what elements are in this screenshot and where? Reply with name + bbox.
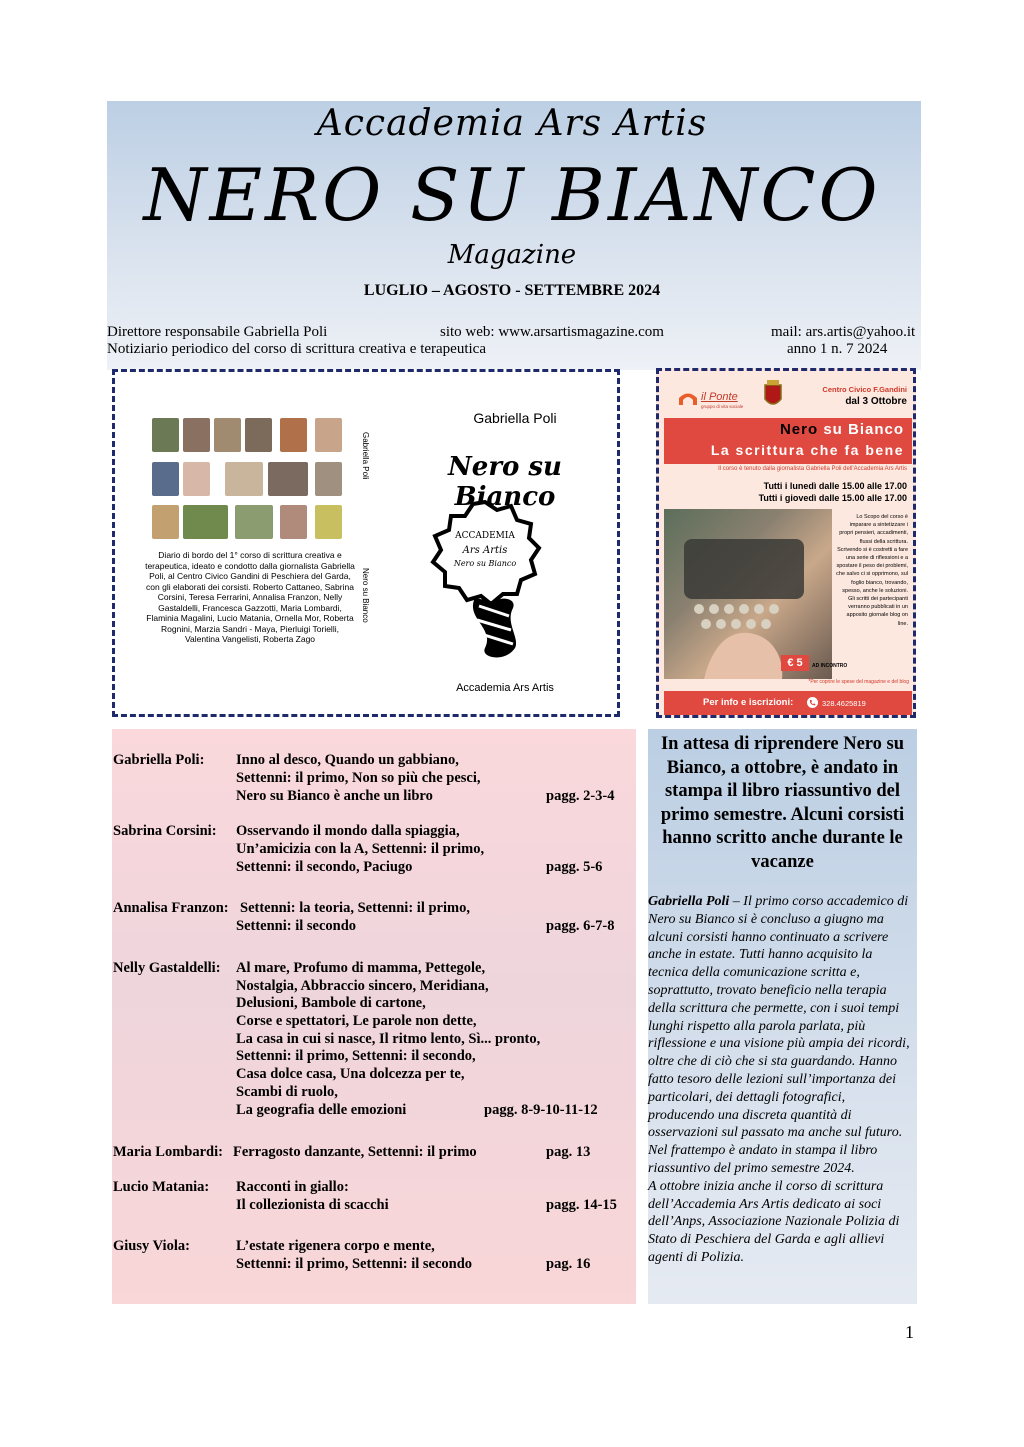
index-author: Nelly Gastaldelli: <box>113 960 221 976</box>
cover-publisher: Accademia Ars Artis <box>456 682 554 694</box>
poster-info-label: Per info e iscrizioni: <box>703 697 794 708</box>
director-line: Direttore responsabile Gabriella Poli <box>107 324 328 340</box>
page-number: 1 <box>905 1322 914 1342</box>
cover-title: Nero su Bianco <box>448 452 562 512</box>
poster-tutor: Il corso è tenuto dalla giornalista Gabriella Poli dell'Accademia Ars Artis <box>718 466 907 472</box>
index-author: Lucio Matania: <box>113 1179 210 1195</box>
index-title-line: Scambi di ruolo, <box>236 1084 338 1100</box>
poster-org: il Ponte <box>701 391 738 403</box>
academy-name: Accademia Ars Artis <box>316 103 708 144</box>
cover-description: Diario di bordo del 1° corso di scrittura creativa e terapeutica, ideato e condotto dalla giornalista Gabriella Poli, al Centro Civico Gandini di Peschiera del Garda, con gli elaborati dei corsisti. Roberto Cattaneo, Sabrina Corsini, Teresa Ferrarini, Annalisa Franzon, Nelly Gastaldelli, Francesca Gazzotti, Maria Lombardi, Flaminia Magalini, Lucio Matania, Ornella Mor, Roberta Rognini, Marzia Sandri - Maya, Pierluigi Torielli, Valentina Vangelisti, Roberta Zago <box>145 550 355 644</box>
typewriter-photo <box>664 509 832 679</box>
poster-price: € 5 <box>781 655 809 671</box>
website-line: sito web: www.arsartismagazine.com <box>440 324 664 340</box>
poster-date: dal 3 Ottobre <box>845 396 907 407</box>
index-pages: pagg. 5-6 <box>546 859 603 875</box>
poster-phone: 328.4625819 <box>822 699 866 708</box>
index-title-line: Settenni: il secondo, Paciugo <box>236 859 413 875</box>
index-pages: pag. 13 <box>546 1144 591 1160</box>
index-title-line: Delusioni, Bambole di cartone, <box>236 995 426 1011</box>
spine-title: Nero su Bianco <box>361 568 370 623</box>
poster-venue: Centro Civico F.Gandini <box>822 385 907 394</box>
index-title-line: Nostalgia, Abbraccio sincero, Meridiana, <box>236 978 489 994</box>
index-pages: pag. 16 <box>546 1256 591 1272</box>
seal-line3: Nero su Bianco <box>453 559 517 568</box>
index-title-line: Ferragosto danzante, Settenni: il primo <box>233 1144 477 1160</box>
poster-title-b: su Bianco <box>823 421 904 438</box>
index-pages: pagg. 2-3-4 <box>546 788 615 804</box>
index-author: Maria Lombardi: <box>113 1144 223 1160</box>
index-title-line: Casa dolce casa, Una dolcezza per te, <box>236 1066 465 1082</box>
index-title-line: Corse e spettatori, Le parole non dette, <box>236 1013 477 1029</box>
index-title-line: Nero su Bianco è anche un libro <box>236 788 433 804</box>
article-paragraph: Nel frattempo è andato in stampa il libro riassuntivo del primo semestre 2024. <box>648 1143 878 1176</box>
book-cover-image <box>112 369 620 717</box>
email-line: mail: ars.artis@yahoo.it <box>771 324 916 340</box>
index-pages: pagg. 8-9-10-11-12 <box>484 1102 598 1118</box>
article-paragraph: A ottobre inizia anche il corso di scrittura dell’Accademia Ars Artis dedicato ai soci dell’Anps, Associazione Nazionale Polizia di Stato di Peschiera del Garda e agli allievi agenti di Polizia. <box>648 1178 900 1265</box>
index-pages: pagg. 6-7-8 <box>546 918 615 934</box>
index-title-line: Settenni: la teoria, Settenni: il primo, <box>240 900 470 916</box>
phone-icon <box>807 697 818 708</box>
seal-line1: ACCADEMIA <box>455 531 515 541</box>
cover-author: Gabriella Poli <box>473 410 557 426</box>
poster-schedule-2: Tutti i giovedì dalle 15.00 alle 17.00 <box>758 493 907 503</box>
index-title-line: Al mare, Profumo di mamma, Pettegole, <box>236 960 486 976</box>
index-title-line: Racconti in giallo: <box>236 1179 349 1195</box>
magazine-subtitle: Magazine <box>447 240 577 270</box>
index-title-line: Osservando il mondo dalla spiaggia, <box>236 823 460 839</box>
newsletter-description: Notiziario periodico del corso di scrittura creativa e terapeutica <box>107 341 486 357</box>
index-pages: pagg. 14-15 <box>546 1197 617 1213</box>
poster-schedule-1: Tutti i lunedì dalle 15.00 alle 17.00 <box>763 481 907 491</box>
poster-price-unit: AD INCONTRO <box>812 663 848 669</box>
municipal-coat-of-arms-icon <box>761 379 785 411</box>
poster-price-note: *Per coprire le spese del magazine e del blog <box>808 679 909 685</box>
side-article-headline: In attesa di riprendere Nero su Bianco, a ottobre, è andato in stampa il libro riassuntivo del primo semestre. Alcuni corsisti hanno scritto anche durante le vacanze <box>660 734 905 872</box>
course-poster <box>656 368 916 718</box>
index-title-line: Inno al desco, Quando un gabbiano, <box>236 752 459 768</box>
poster-tagline: La scrittura che fa bene <box>710 442 904 458</box>
index-author: Sabrina Corsini: <box>113 823 217 839</box>
side-article-body <box>648 893 914 1267</box>
poster-title-a: Nero <box>779 421 819 438</box>
index-author: Giusy Viola: <box>113 1238 190 1254</box>
index-title-line: La casa in cui si nasce, Il ritmo lento, Sì... pronto, <box>236 1031 541 1047</box>
index-title-line: Un’amicizia con la A, Settenni: il primo, <box>236 841 485 857</box>
bridge-logo-icon <box>677 389 699 407</box>
poster-org-sub: gruppo di vita sociale <box>701 404 744 409</box>
index-title-line: La geografia delle emozioni <box>236 1102 407 1118</box>
article-paragraph: – Il primo corso accademico di Nero su Bianco si è concluso a giugno ma alcuni corsisti hanno continuato a scrivere anche in estate. Tutti hanno acquisito la tecnica della comunicazione scritta e, soprattutto, trovato beneficio nella terapia della scrittura che permette, con i suoi tempi lunghi rispetto alla parola parlata, più riflessione e una visione più ampia dei ricordi, oltre che di ciò che si sta guardando. Hanno fatto tesoro delle lezioni sull’importanza dei particolari, dei dettagli fotografici, producendo una discreta quantità di osservazioni sul passato ma anche sul futuro. <box>648 894 910 1141</box>
index-title-line: Settenni: il primo, Settenni: il secondo, <box>236 1048 476 1064</box>
poster-blurb: Lo Scopo del corso è imparare a sintetizzare i propri pensieri, accadimenti, flussi della scrittura. Scrivendo si è costretti a fare una serie di riflessioni e a spostare il peso dei problemi, che salvo ci si opprimono, sul foglio bianco, trovando, spesso, anche le soluzioni. Gli scritti dei partecipanti verranno pubblicati in un apposito giornale blog on line. <box>836 514 908 627</box>
seal-line2: Ars Artis <box>462 545 508 556</box>
academy-seal-logo <box>425 498 545 668</box>
poster-title <box>664 421 904 438</box>
volume-line: anno 1 n. 7 2024 <box>787 341 888 357</box>
magazine-title: NERO SU BIANCO <box>143 153 881 237</box>
index-title-line: Settenni: il secondo <box>236 918 357 934</box>
index-author: Annalisa Franzon: <box>113 900 229 916</box>
index-title-line: Il collezionista di scacchi <box>236 1197 389 1213</box>
spine-author: Gabriella Poli <box>361 432 370 480</box>
index-title-line: Settenni: il primo, Settenni: il secondo <box>236 1256 473 1272</box>
index-title-line: L’estate rigenera corpo e mente, <box>236 1238 435 1254</box>
index-author: Gabriella Poli: <box>113 752 205 768</box>
index-title-line: Settenni: il primo, Non so più che pesci, <box>236 770 481 786</box>
issue-period: LUGLIO – AGOSTO - SETTEMBRE 2024 <box>363 282 661 299</box>
article-lead-author: Gabriella Poli <box>648 894 730 909</box>
